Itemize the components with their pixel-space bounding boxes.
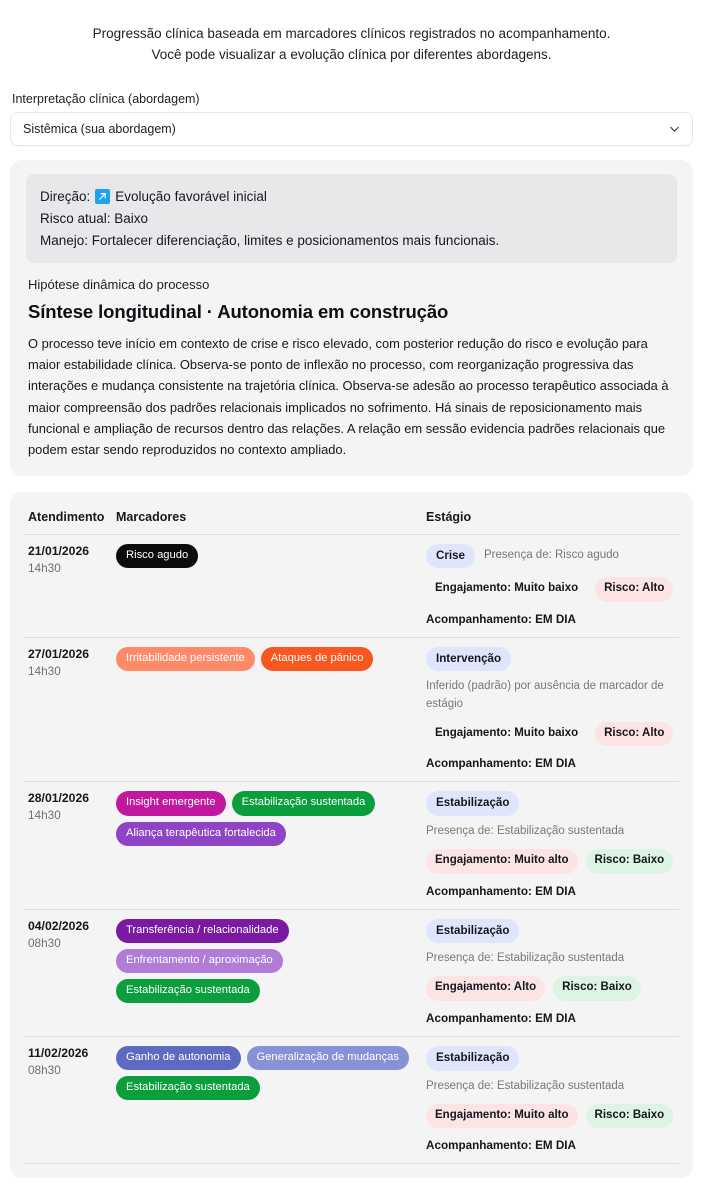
status-badge: Estabilização — [426, 919, 519, 944]
approach-field — [10, 70, 693, 146]
engagement-badge: Engajamento: Muito alto — [426, 1104, 578, 1129]
summary-body-text: O processo teve início em contexto de crise e risco elevado, com posterior redução do risco e evolução para maior estabilidade clínica. Observa-se ponto de inflexão no processo, com reorganização progressiva das interações e mudança consistente na trajetória clínica. Observa-se adesão ao processo terapêutico associada à maior compreensão dos padrões relacionais implicados no sofrimento. Há sinais de reposicionamento mais funcional e ampliação de recursos dentro das relações. A relação em sessão evidencia padrões relacionais que podem estar sendo reproduzidos no contexto ampliado. — [28, 336, 669, 457]
follow-up-status: Acompanhamento: EM DIA — [426, 757, 576, 771]
column-header-estagio: Estágio — [422, 504, 679, 535]
session-time: 08h30 — [28, 1062, 61, 1077]
table-row — [24, 909, 679, 1036]
session-date: 04/02/2026 — [28, 918, 89, 933]
risk-badge: Risco: Baixo — [553, 976, 641, 1001]
chevron-down-icon[interactable] — [668, 122, 681, 135]
session-time: 08h30 — [28, 935, 61, 950]
metrics-row — [426, 577, 675, 602]
session-date: 11/02/2026 — [28, 1045, 89, 1060]
engagement-badge: Engajamento: Muito baixo — [435, 726, 579, 739]
cell-atendimento — [24, 637, 112, 782]
approach-select-value: Sistêmica (sua abordagem) — [23, 121, 176, 136]
clinical-summary-card — [10, 160, 693, 476]
marker-chip-list — [116, 919, 418, 1004]
marker-chip[interactable]: Estabilização sustentada — [116, 979, 260, 1003]
hypothesis-eyebrow: Hipótese dinâmica do processo — [28, 277, 210, 293]
marker-chip[interactable]: Ataques de pânico — [261, 647, 374, 671]
marker-chip[interactable]: Insight emergente — [116, 791, 226, 815]
table-row — [24, 1036, 679, 1163]
engagement-badge: Engajamento: Muito alto — [426, 849, 578, 874]
stage-note: Presença de: Estabilização sustentada — [426, 1079, 625, 1092]
cell-atendimento — [24, 909, 112, 1036]
cell-marcadores — [112, 1036, 422, 1163]
marker-chip-list — [116, 1046, 418, 1100]
metrics-row — [426, 1104, 675, 1129]
marker-chip[interactable]: Aliança terapêutica fortalecida — [116, 822, 286, 846]
marker-chip[interactable]: Enfrentamento / aproximação — [116, 949, 283, 973]
metrics-row — [426, 722, 675, 747]
status-badge: Crise — [426, 544, 475, 569]
cell-atendimento — [24, 782, 112, 909]
risk-badge: Risco: Alto — [595, 577, 673, 602]
cell-estagio — [422, 534, 679, 637]
session-date: 21/01/2026 — [28, 543, 89, 558]
marker-chip-list — [116, 544, 418, 568]
stage-row — [426, 1046, 675, 1071]
cell-marcadores — [112, 637, 422, 782]
table-row — [24, 782, 679, 909]
marker-chip[interactable]: Estabilização sustentada — [232, 791, 376, 815]
follow-up-status: Acompanhamento: EM DIA — [426, 612, 576, 626]
table-row — [24, 637, 679, 782]
cell-marcadores — [112, 909, 422, 1036]
page-title: Síntese longitudinal · Autonomia em construção — [28, 301, 449, 323]
engagement-badge: Engajamento: Muito baixo — [435, 582, 579, 595]
direction-value: Evolução favorável inicial — [115, 188, 267, 204]
timeline-body — [24, 534, 679, 1164]
marker-chip[interactable]: Transferência / relacionalidade — [116, 919, 289, 943]
column-header-marcadores: Marcadores — [112, 504, 422, 535]
follow-up-status: Acompanhamento: EM DIA — [426, 1011, 576, 1025]
status-badge: Estabilização — [426, 791, 519, 816]
status-badge: Estabilização — [426, 1046, 519, 1071]
risk-badge: Risco: Baixo — [586, 849, 674, 874]
stage-note: Presença de: Estabilização sustentada — [426, 824, 625, 837]
stage-note: Inferido (padrão) por ausência de marcador de estágio — [426, 680, 664, 710]
cell-atendimento — [24, 534, 112, 637]
session-time: 14h30 — [28, 808, 61, 823]
marker-chip[interactable]: Generalização de mudanças — [247, 1046, 409, 1070]
marker-chip[interactable]: Irritabilidade persistente — [116, 647, 255, 671]
intro-line-1: Progressão clínica baseada em marcadores clínicos registrados no acompanhamento. — [92, 26, 611, 41]
stage-note: Presença de: Estabilização sustentada — [426, 952, 625, 965]
stage-row — [426, 544, 675, 569]
marker-chip[interactable]: Risco agudo — [116, 544, 198, 568]
session-date: 28/01/2026 — [28, 791, 89, 806]
session-date: 27/01/2026 — [28, 646, 89, 661]
cell-estagio — [422, 1036, 679, 1163]
table-row — [24, 534, 679, 637]
engagement-badge: Engajamento: Alto — [426, 976, 545, 1001]
session-time: 14h30 — [28, 560, 61, 575]
stage-row — [426, 647, 675, 672]
metrics-row — [426, 976, 675, 1001]
stage-row — [426, 919, 675, 944]
current-risk-line: Risco atual: Baixo — [40, 210, 149, 226]
direction-label: Direção: — [40, 188, 91, 204]
cell-estagio — [422, 782, 679, 909]
status-badge: Intervenção — [426, 647, 511, 672]
stage-row — [426, 791, 675, 816]
marker-chip-list — [116, 791, 418, 845]
session-time: 14h30 — [28, 663, 61, 678]
stage-note: Presença de: Risco agudo — [484, 549, 619, 562]
cell-marcadores — [112, 534, 422, 637]
risk-badge: Risco: Baixo — [586, 1104, 674, 1129]
direction-panel — [26, 174, 677, 264]
marker-chip[interactable]: Ganho de autonomia — [116, 1046, 241, 1070]
cell-atendimento — [24, 1036, 112, 1163]
timeline-head — [24, 504, 679, 535]
marker-chip[interactable]: Estabilização sustentada — [116, 1076, 260, 1100]
cell-estagio — [422, 637, 679, 782]
follow-up-status: Acompanhamento: EM DIA — [426, 1139, 576, 1153]
marker-chip-list — [116, 647, 418, 671]
timeline-card — [10, 492, 693, 1179]
arrow-up-right-icon — [95, 189, 110, 204]
management-line: Manejo: Fortalecer diferenciação, limites e posicionamentos mais funcionais. — [40, 232, 500, 248]
intro-text — [10, 0, 693, 70]
approach-select[interactable] — [10, 112, 693, 146]
follow-up-status: Acompanhamento: EM DIA — [426, 884, 576, 898]
column-header-atendimento: Atendimento — [24, 504, 112, 535]
direction-line — [40, 186, 663, 208]
risk-badge: Risco: Alto — [595, 722, 673, 747]
timeline-table — [24, 504, 679, 1165]
cell-marcadores — [112, 782, 422, 909]
metrics-row — [426, 849, 675, 874]
intro-line-2: Você pode visualizar a evolução clínica por diferentes abordagens. — [151, 46, 552, 62]
cell-estagio — [422, 909, 679, 1036]
timeline-header-row — [24, 504, 679, 535]
approach-select-label: Interpretação clínica (abordagem) — [12, 91, 200, 106]
